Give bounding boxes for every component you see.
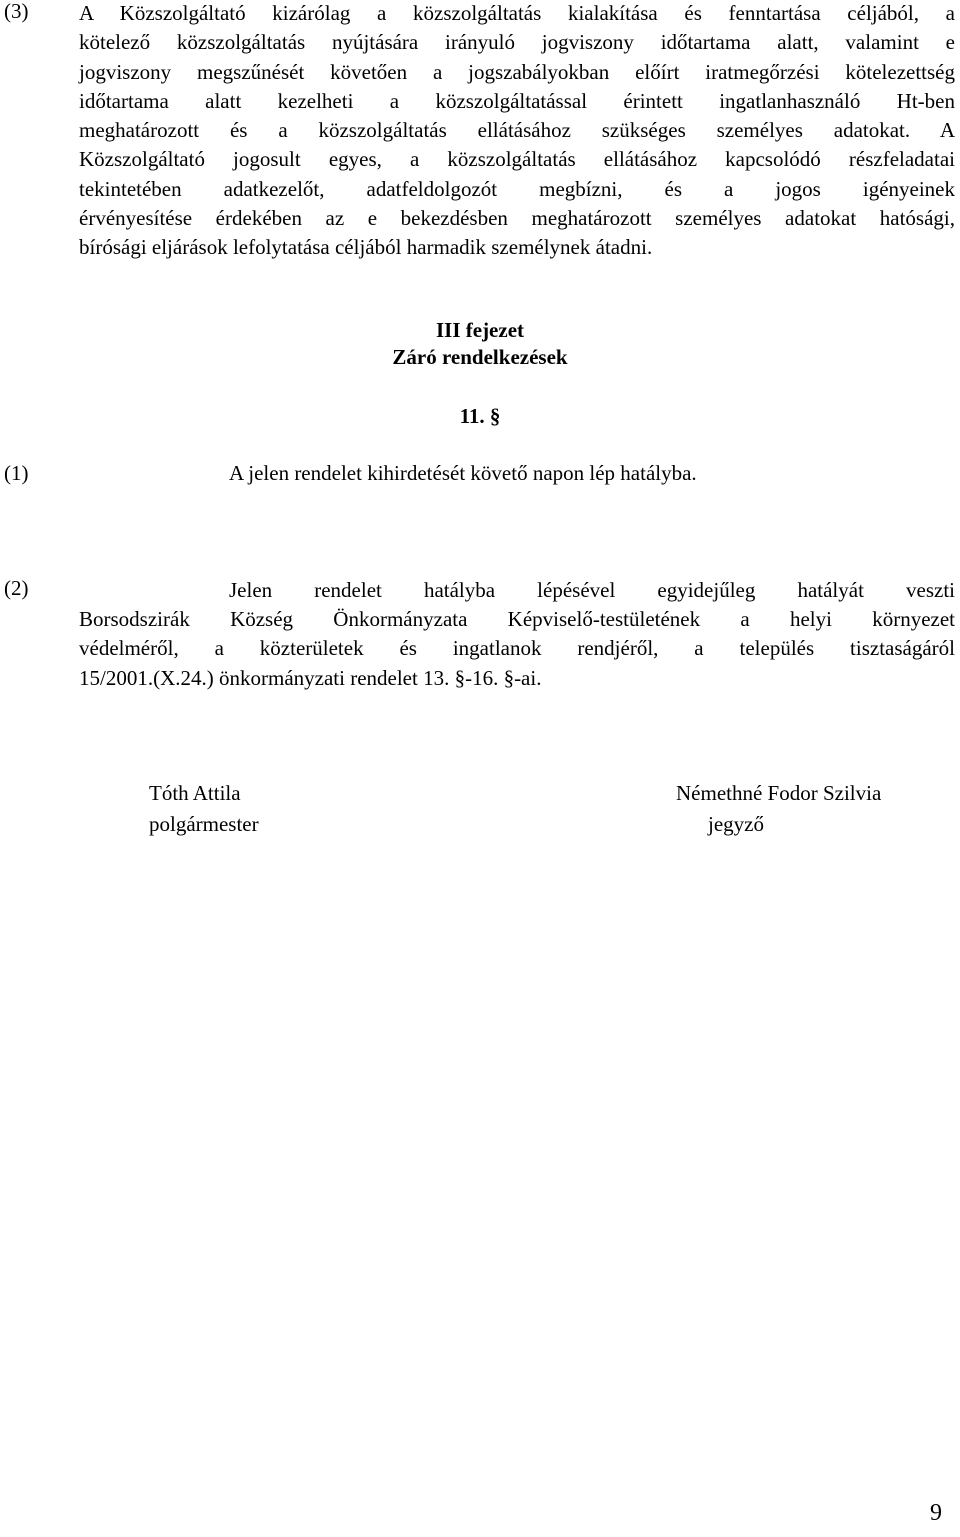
page-number: 9 [930,1500,942,1526]
signatory-title: jegyző [708,812,764,836]
paragraph-2-line: Jelen rendelet hatályba lépésével egyidejűleg hatályát veszti [229,578,955,602]
chapter-subtitle: Záró rendelkezések [392,345,568,369]
signature-left [149,778,259,840]
paragraph-3-line: jogviszony megszűnését követően a jogszabályokban előírt iratmegőrzési kötelezettség [79,59,955,84]
paragraph-3 [79,0,955,263]
signatory-title: polgármester [149,812,259,836]
paragraph-2 [79,605,955,693]
signatory-name: Tóth Attila [149,781,241,805]
paragraph-3-line: tekintetében adatkezelőt, adatfeldolgozót megbízni, és a jogos igényeinek [79,176,955,201]
paragraph-2-line: védelméről, a közterületek és ingatlanok rendjéről, a település tisztaságáról [79,636,955,661]
chapter-title: III fejezet [435,318,525,342]
paragraph-3-line: érvényesítése érdekében az e bekezdésben meghatározott személyes adatokat hatósági, [79,206,955,231]
paragraph-2-line: 15/2001.(X.24.) önkormányzati rendelet 13. §-16. §-ai. [79,665,542,690]
paragraph-3-line: időtartama alatt kezelheti a közszolgáltatással érintett ingatlanhasználó Ht-ben [79,88,955,113]
paragraph-1-number: (1) [4,461,29,485]
paragraph-3-line: kötelező közszolgáltatás nyújtására irányuló jogviszony időtartama alatt, valamint e [79,30,955,55]
paragraph-3-line: meghatározott és a közszolgáltatás ellátásához szükséges személyes adatokat. A [79,118,955,143]
signature-right [676,778,881,840]
paragraph-3-number: (3) [4,0,29,23]
paragraph-2-line: Borsodszirák Község Önkormányzata Képviselő-testületének a helyi környezet [79,607,955,631]
paragraph-3-line: A Közszolgáltató kizárólag a közszolgáltatás kialakítása és fenntartása céljából, a [79,1,955,25]
paragraph-3-line: bírósági eljárások lefolytatása céljából harmadik személynek átadni. [79,235,653,260]
paragraph-2-first-line-wrap [229,576,955,605]
paragraph-1-text: A jelen rendelet kihirdetését követő napon lép hatályba. [229,461,697,485]
paragraph-2-number: (2) [4,576,29,600]
section-number: 11. § [459,404,501,428]
paragraph-3-line: Közszolgáltató jogosult egyes, a közszolgáltatás ellátásához kapcsolódó részfeladatai [79,147,955,172]
signatory-name: Némethné Fodor Szilvia [676,781,882,805]
